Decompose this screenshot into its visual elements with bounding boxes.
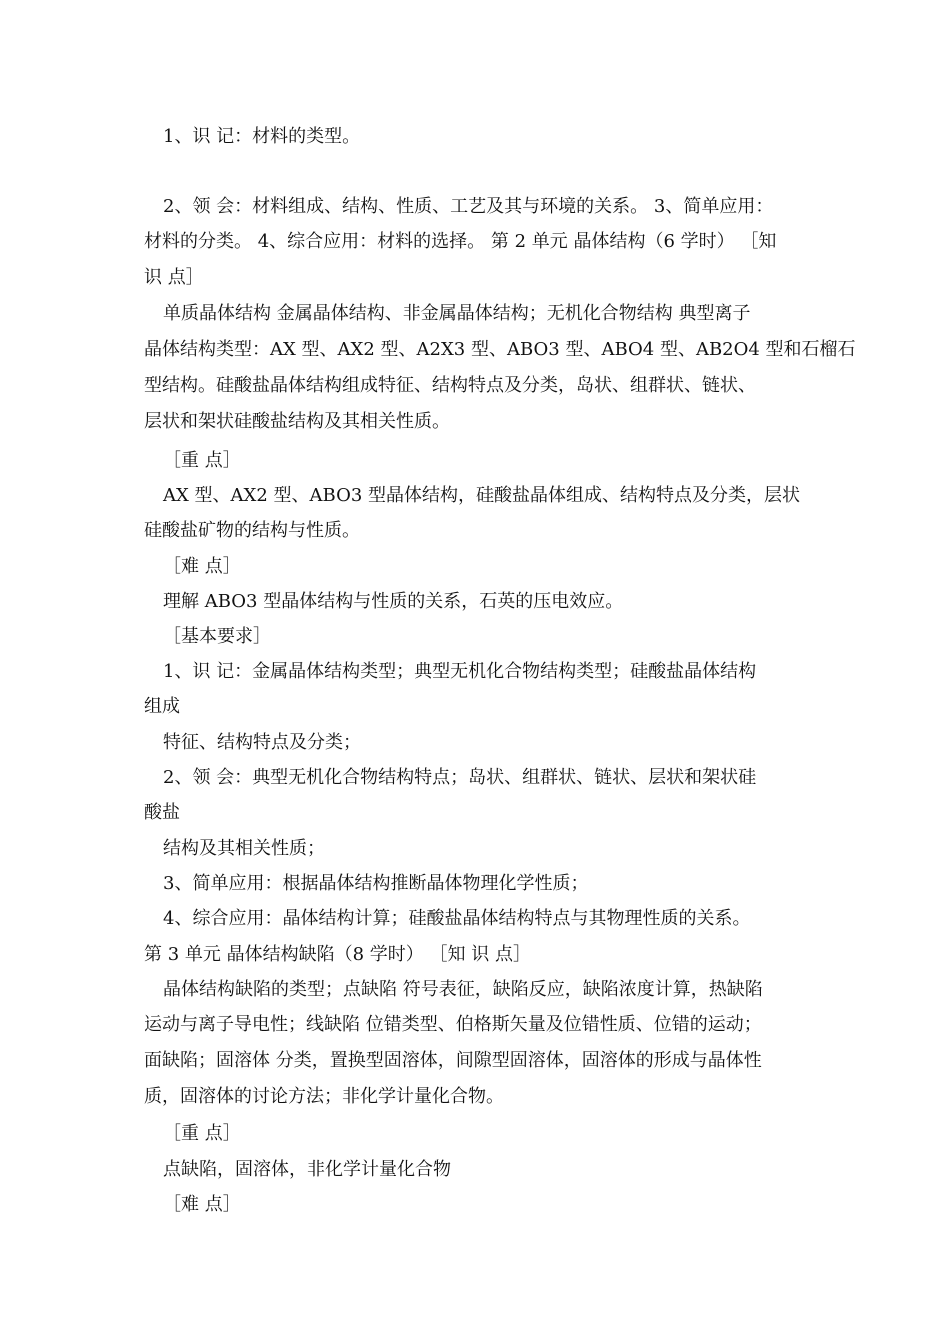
section-heading: ［重 点］: [163, 1123, 241, 1144]
text-line: 识 点］: [144, 267, 204, 288]
text-line: 特征、结构特点及分类；: [163, 732, 361, 753]
text-line: 运动与离子导电性；线缺陷 位错类型、伯格斯矢量及位错性质、位错的运动；: [144, 1014, 762, 1035]
section-heading: ［重 点］: [163, 450, 241, 471]
text-line: 理解 ABO3 型晶体结构与性质的关系，石英的压电效应。: [163, 591, 624, 612]
text-line: 材料的分类。 4、综合应用：材料的选择。 第 2 单元 晶体结构（6 学时） ［知: [144, 231, 777, 252]
text-line: 质，固溶体的讨论方法；非化学计量化合物。: [144, 1086, 504, 1107]
unit-heading: 第 3 单元 晶体结构缺陷（8 学时） ［知 识 点］: [144, 944, 531, 965]
text-line: 3、简单应用：根据晶体结构推断晶体物理化学性质；: [163, 873, 589, 894]
text-line: 硅酸盐矿物的结构与性质。: [144, 520, 360, 541]
text-line: 晶体结构类型：AX 型、AX2 型、A2X3 型、ABO3 型、ABO4 型、AB2O4 型和石榴石: [144, 339, 856, 360]
text-line: 单质晶体结构 金属晶体结构、非金属晶体结构；无机化合物结构 典型离子: [163, 303, 751, 324]
text-line: 组成: [144, 696, 180, 717]
text-line: 晶体结构缺陷的类型；点缺陷 符号表征，缺陷反应，缺陷浓度计算，热缺陷: [163, 979, 763, 1000]
text-line: 面缺陷；固溶体 分类，置换型固溶体，间隙型固溶体，固溶体的形成与晶体性: [144, 1050, 762, 1071]
section-heading: ［难 点］: [163, 556, 241, 577]
text-line: 点缺陷，固溶体，非化学计量化合物: [163, 1159, 451, 1180]
text-line: 酸盐: [144, 802, 180, 823]
text-line: 结构及其相关性质；: [163, 838, 325, 859]
text-line: 2、领 会：材料组成、结构、性质、工艺及其与环境的关系。 3、简单应用：: [163, 196, 774, 217]
text-line: AX 型、AX2 型、ABO3 型晶体结构，硅酸盐晶体组成、结构特点及分类，层状: [163, 485, 801, 506]
section-heading: ［难 点］: [163, 1194, 241, 1215]
text-line: 1、识 记：金属晶体结构类型；典型无机化合物结构类型；硅酸盐晶体结构: [163, 661, 757, 682]
text-line: 4、综合应用：晶体结构计算；硅酸盐晶体结构特点与其物理性质的关系。: [163, 908, 751, 929]
text-line: 1、识 记：材料的类型。: [163, 126, 361, 147]
text-line: 型结构。硅酸盐晶体结构组成特征、结构特点及分类，岛状、组群状、链状、: [144, 375, 756, 396]
text-line: 层状和架状硅酸盐结构及其相关性质。: [144, 411, 450, 432]
text-line: 2、领 会：典型无机化合物结构特点；岛状、组群状、链状、层状和架状硅: [163, 767, 757, 788]
section-heading: ［基本要求］: [163, 626, 271, 647]
